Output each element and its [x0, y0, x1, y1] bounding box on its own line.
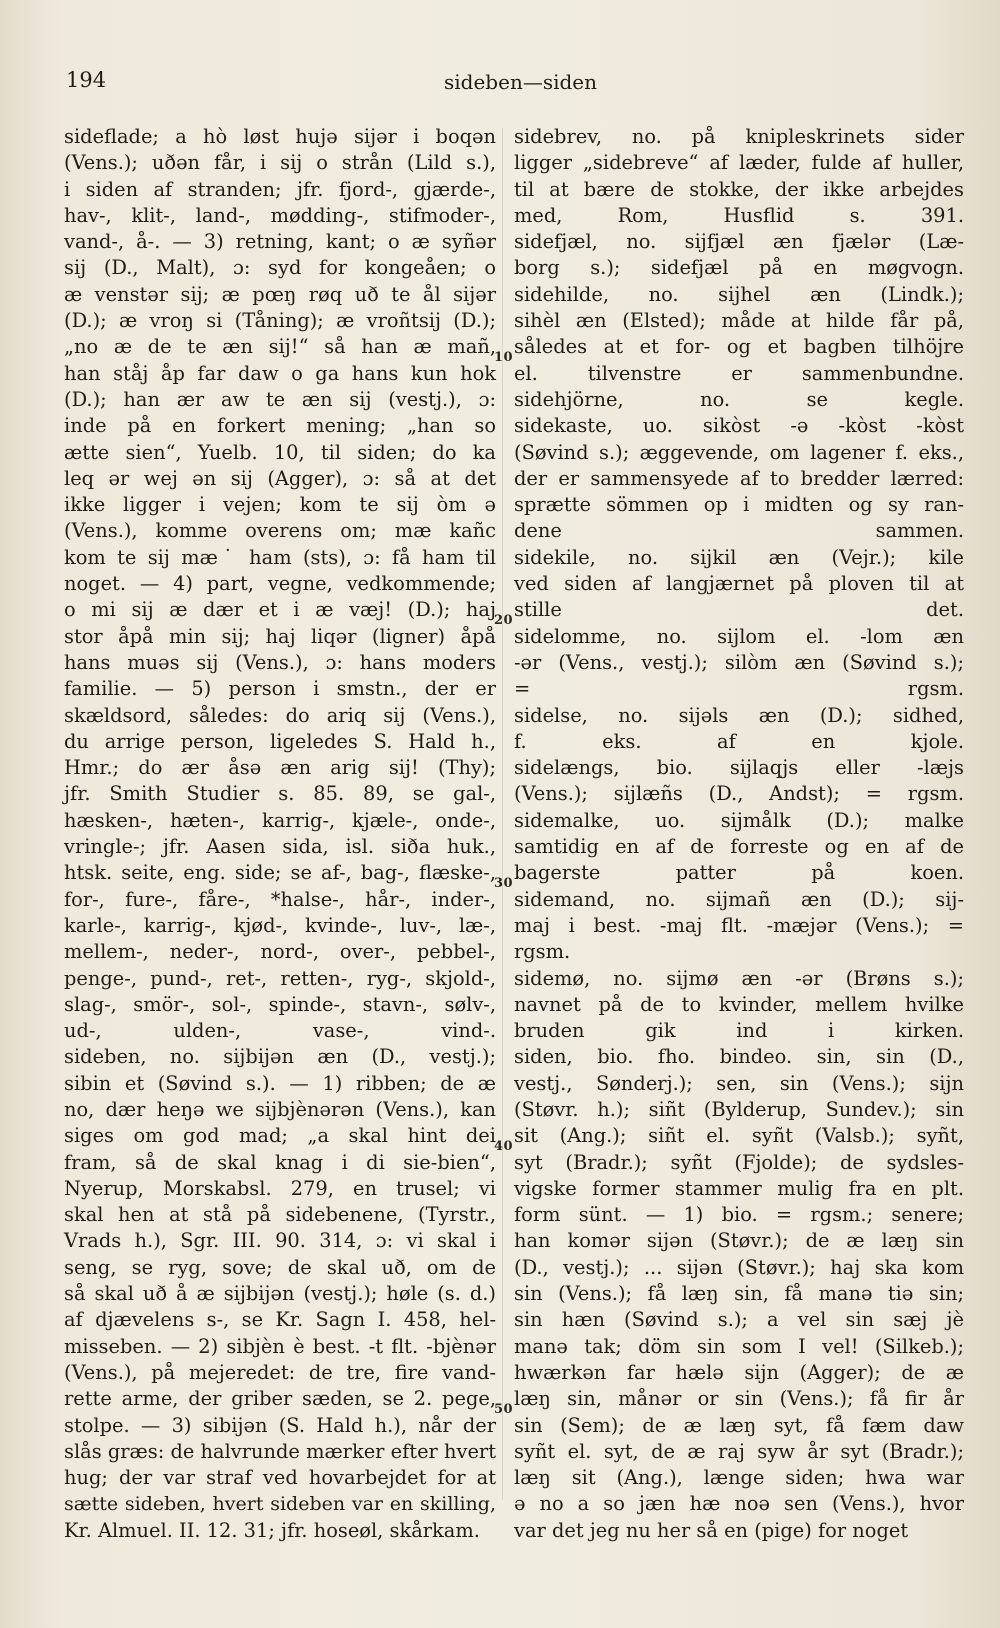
right-column-line: -ər (Vens., vestj.); silòm æn (Søvind s.); [514, 650, 964, 674]
left-column-line: så skal uð å æ sijbijən (vestj.); høle (s. d.) [64, 1282, 496, 1306]
line-marker-50: 50 [494, 1402, 514, 1417]
left-column-line: familie. — 5) person i smstn., der er [64, 677, 496, 701]
right-column-line: sin (Vens.); få læŋ sin, få manə tiə sin; [514, 1282, 964, 1306]
right-column-line: (Vens.); sijlæñs (D., Andst); = rgsm. [514, 782, 964, 806]
left-column-line: siges om god mad; „a skal hint dei [64, 1124, 496, 1148]
right-column-line: til at bære de stokke, der ikke arbejdes [514, 177, 964, 201]
left-column-line: sij (D., Malt), ɔ: syd for kongeåen; o [64, 256, 496, 280]
left-column [64, 124, 496, 1544]
right-column-line: vestj., Sønderj.); sen, sin (Vens.); sijn [514, 1071, 964, 1095]
page-header [66, 68, 960, 100]
right-column-line: sidelængs, bio. sijlaqjs eller -læjs [514, 756, 964, 780]
left-column-line: Nyerup, Morskabsl. 279, en trusel; vi [64, 1176, 496, 1200]
right-column-line: sidehjörne, no. se kegle. [514, 387, 964, 411]
left-column-line: sideben, no. sijbijən æn (D., vestj.); [64, 1045, 496, 1069]
left-column-line: leq ər wej ən sij (Agger), ɔ: så at det [64, 466, 496, 490]
left-column-line: æ venstər sij; æ pœŋ røq uð te ål sijər [64, 282, 496, 306]
page-number: 194 [66, 68, 107, 92]
right-column-line: sidelse, no. sijəls æn (D.); sidhed, [514, 703, 964, 727]
right-column-line: vigske former stammer mulig fra en plt. [514, 1176, 964, 1200]
left-column-line: af djævelens s-, se Kr. Sagn I. 458, hel- [64, 1308, 496, 1332]
left-column-line: han ståj åp far daw o ga hans kun hok [64, 361, 496, 385]
left-column-line: stolpe. — 3) sibijən (S. Hald h.), når der [64, 1413, 496, 1437]
left-column-line: Vrads h.), Sgr. III. 90. 314, ɔ: vi skal i [64, 1229, 496, 1253]
line-marker-20: 20 [494, 613, 514, 628]
left-column-line: ud-, ulden-, vase-, vind-. [64, 1019, 496, 1043]
right-column-line: (Søvind s.); æggevende, om lagener f. eks., [514, 440, 964, 464]
left-column-line: rette arme, der griber sæden, se 2. pege, [64, 1387, 496, 1411]
right-column-line: sidemø, no. sijmø æn -ər (Brøns s.); [514, 966, 964, 990]
right-column-line: stille det. [514, 598, 964, 622]
right-column-line: var det jeg nu her så en (pige) for noget [514, 1518, 909, 1542]
line-marker-30: 30 [494, 876, 514, 891]
right-column-line: sidemalke, uo. sijmålk (D.); malke [514, 808, 964, 832]
right-column-line: sidebrev, no. på knipleskrinets sider [514, 125, 964, 148]
right-column-line: sin (Sem); de æ læŋ syt, få fæm daw [514, 1413, 964, 1437]
right-column-line: (D., vestj.); ... sijən (Støvr.); haj ska kom [514, 1255, 964, 1279]
right-column-line: form sünt. — 1) bio. = rgsm.; senere; [514, 1203, 964, 1227]
right-column-line: syt (Bradr.); syñt (Fjolde); de sydsles- [514, 1150, 964, 1174]
right-column-line: manə tak; döm sin som I vel! (Silkeb.); [514, 1334, 964, 1358]
right-column-line: = rgsm. [514, 677, 964, 701]
line-marker-10: 10 [494, 350, 514, 365]
left-column-line: mellem-, neder-, nord-, over-, pebbel-, [64, 940, 496, 964]
left-column-line: „no æ de te æn sij!“ så han æ mañ, [64, 335, 496, 359]
right-column-line: ved siden af langjærnet på ploven til at [514, 572, 964, 596]
left-column-line: hug; der var straf ved hovarbejdet for at [64, 1466, 496, 1490]
right-column-line: således at et for- og et bagben tilhöjre [514, 335, 964, 359]
left-column-line: (Vens.), på mejeredet: de tre, fire vand- [64, 1360, 496, 1384]
left-column-line: slås græs: de halvrunde mærker efter hvert [64, 1439, 496, 1463]
left-column-line: seng, se ryg, sove; de skal uð, om de [64, 1255, 496, 1279]
column-divider [502, 128, 503, 1500]
right-column-line: dene sammen. [514, 519, 964, 543]
right-column-line: hwærkən far hælə sijn (Agger); de æ [514, 1360, 964, 1384]
right-column-line: sidekaste, uo. sikòst -ə -kòst -kòst [514, 414, 964, 438]
right-column-line: siden, bio. fho. bindeo. sin, sin (D., [514, 1045, 964, 1069]
left-column-line: sideflade; a hò løst hujə sijər i boqən [64, 125, 496, 148]
left-column-line: o mi sij æ dær et i æ væj! (D.); haj [64, 598, 496, 622]
right-column-line: sidefjæl, no. sijfjæl æn fjælər (Læ- [514, 230, 964, 254]
right-column-line: sidemand, no. sijmañ æn (D.); sij- [514, 887, 964, 911]
left-column-line: Hmr.; do ær åsə æn arig sij! (Thy); [64, 756, 496, 780]
right-column-line: sidehilde, no. sijhel æn (Lindk.); [514, 282, 964, 306]
right-column-line: sidelomme, no. sijlom el. -lom æn [514, 624, 964, 648]
left-column-line: no, dær heŋə we sijbjènərən (Vens.), kan [64, 1097, 496, 1121]
left-column-line: stor åpå min sij; haj liqər (ligner) åpå [64, 624, 496, 648]
left-column-line: (D.); æ vroŋ si (Tåning); æ vroñtsij (D.); [64, 309, 496, 333]
right-column-line: ligger „sidebreve“ af læder, fulde af huller, [514, 151, 964, 175]
left-column-line: skældsord, således: do ariq sij (Vens.), [64, 703, 496, 727]
left-column-line: ikke ligger i vejen; kom te sij òm ə [64, 493, 496, 517]
left-column-line: for-, fure-, fåre-, *halse-, hår-, inder-, [64, 887, 496, 911]
left-column-line: noget. — 4) part, vegne, vedkommende; [64, 572, 496, 596]
right-column-line: han komər sijən (Støvr.); de æ læŋ sin [514, 1229, 964, 1253]
left-column-line: Kr. Almuel. II. 12. 31; jfr. hoseøl, skårkam. [64, 1518, 480, 1542]
right-column-line: sin hæn (Søvind s.); a vel sin sæj jè [514, 1308, 964, 1332]
left-column-line: (Vens.); uðən får, i sij o strån (Lild s.), [64, 151, 496, 175]
right-column-line: rgsm. [514, 940, 571, 964]
right-column-line: bagerste patter på koen. [514, 861, 964, 885]
left-column-line: vand-, å-. — 3) retning, kant; o æ syñər [64, 230, 496, 254]
right-column-line: sidekile, no. sijkil æn (Vejr.); kile [514, 545, 964, 569]
running-head: sideben—siden [444, 70, 597, 94]
left-column-line: penge-, pund-, ret-, retten-, ryg-, skjold-, [64, 966, 496, 990]
left-column-line: slag-, smör-, sol-, spinde-, stavn-, sølv-, [64, 992, 496, 1016]
left-column-line: sibin et (Søvind s.). — 1) ribben; de æ [64, 1071, 496, 1095]
line-marker-40: 40 [494, 1139, 514, 1154]
right-column-line: med, Rom, Husflid s. 391. [514, 203, 964, 227]
right-column-line: el. tilvenstre er sammenbundne. [514, 361, 964, 385]
right-column-line: der er sammensyede af to bredder lærred: [514, 466, 964, 490]
left-column-line: kom te sij mæ˙ ham (sts), ɔ: få ham til [64, 545, 496, 569]
right-column-line: læŋ sin, månər or sin (Vens.); få fir år [514, 1387, 964, 1411]
right-column-line: læŋ sit (Ang.), længe siden; hwa war [514, 1466, 964, 1490]
right-column-line: sprætte sömmen op i midten og sy ran- [514, 493, 964, 517]
left-column-line: du arrige person, ligeledes S. Hald h., [64, 729, 496, 753]
right-column-line: syñt el. syt, de æ raj syw år syt (Bradr.); [514, 1439, 964, 1463]
left-column-line: hæsken-, hæten-, karrig-, kjæle-, onde-, [64, 808, 496, 832]
right-column-line: (Støvr. h.); siñt (Bylderup, Sundev.); sin [514, 1097, 964, 1121]
right-column-line: maj i best. -maj flt. -mæjər (Vens.); = [514, 913, 964, 937]
right-column-line: bruden gik ind i kirken. [514, 1019, 964, 1043]
left-column-line: (Vens.), komme overens om; mæ kañc [64, 519, 496, 543]
left-column-line: htsk. seite, eng. side; se af-, bag-, flæske-, [64, 861, 496, 885]
left-column-line: hav-, klit-, land-, mødding-, stifmoder-, [64, 203, 496, 227]
left-column-line: inde på en forkert mening; „han so [64, 414, 496, 438]
right-column-line: sihèl æn (Elsted); måde at hilde får på, [514, 309, 964, 333]
right-column-line: borg s.); sidefjæl på en møgvogn. [514, 256, 964, 280]
left-column-line: (D.); han ær aw te æn sij (vestj.), ɔ: [64, 387, 496, 411]
right-column-line: sit (Ang.); siñt el. syñt (Valsb.); syñt, [514, 1124, 964, 1148]
right-column-line: f. eks. af en kjole. [514, 729, 964, 753]
left-column-line: i siden af stranden; jfr. fjord-, gjærde-, [64, 177, 496, 201]
left-column-line: hans muəs sij (Vens.), ɔ: hans moders [64, 650, 496, 674]
left-column-line: vringle-; jfr. Aasen sida, isl. siða huk., [64, 835, 496, 859]
left-column-line: fram, så de skal knag i di sie-bien“, [64, 1150, 496, 1174]
left-column-line: sætte sideben, hvert sideben var en skilling, [64, 1493, 496, 1516]
right-column-line: ə no a so jæn hæ noə sen (Vens.), hvor [514, 1492, 964, 1516]
right-column-line: samtidig en af de forreste og en af de [514, 835, 964, 859]
left-column-line: misseben. — 2) sibjèn è best. -t flt. -bjènər [64, 1334, 496, 1358]
left-column-line: ætte sien“, Yuelb. 10, til siden; do ka [64, 440, 496, 464]
left-column-line: jfr. Smith Studier s. 85. 89, se gal-, [64, 782, 496, 806]
left-column-line: skal hen at stå på sidebenene, (Tyrstr., [64, 1203, 496, 1227]
left-column-line: karle-, karrig-, kjød-, kvinde-, luv-, læ-, [64, 913, 496, 937]
right-column [514, 124, 964, 1544]
right-column-line: navnet på de to kvinder, mellem hvilke [514, 992, 964, 1016]
